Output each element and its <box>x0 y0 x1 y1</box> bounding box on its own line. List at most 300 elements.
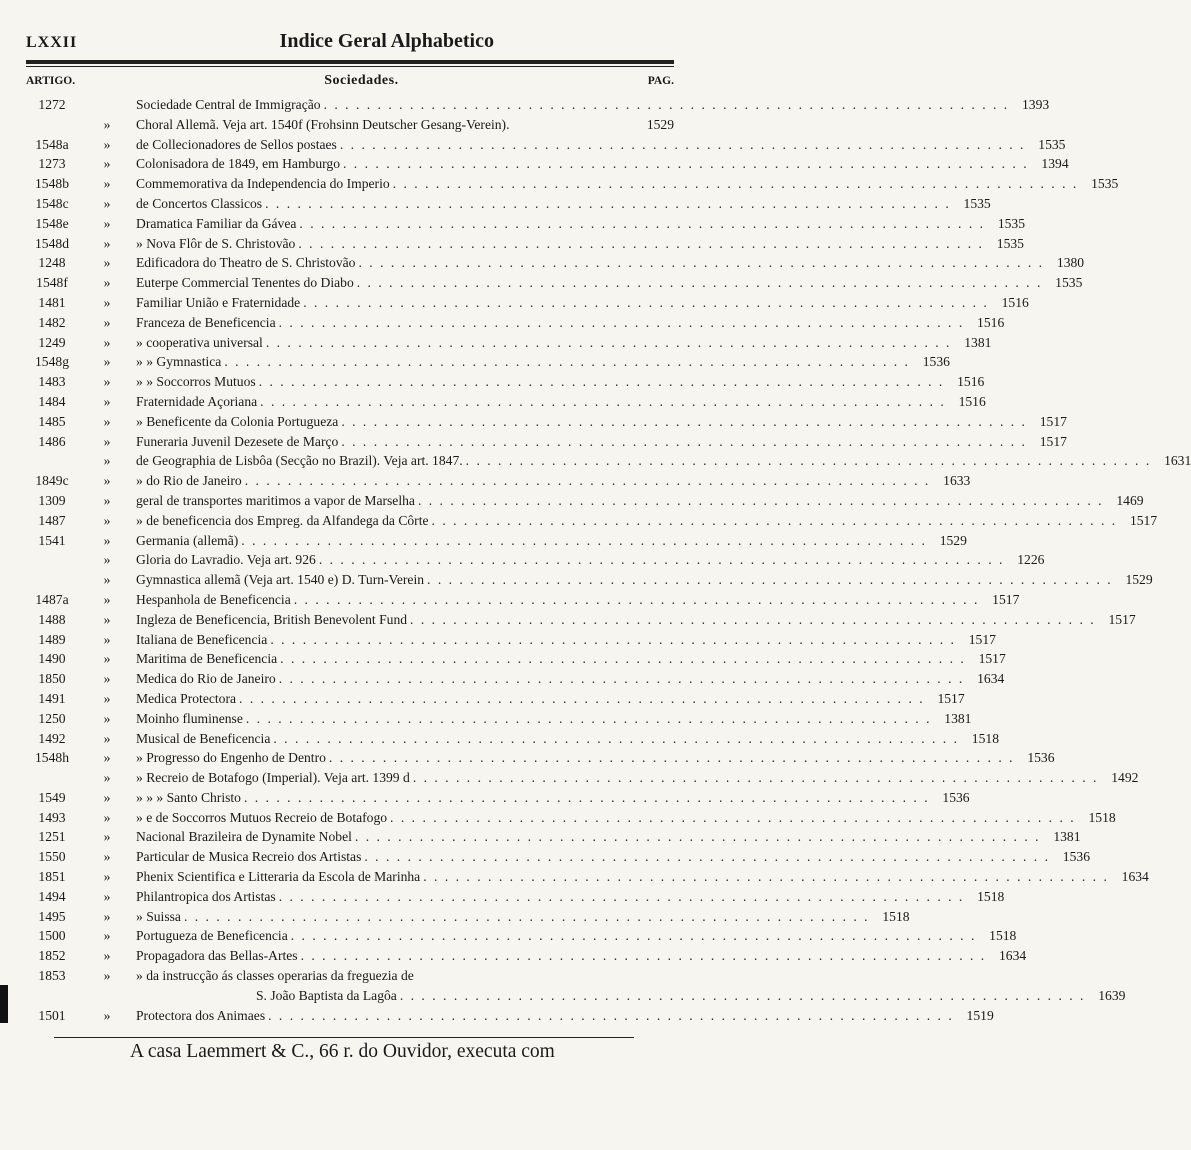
dot-leader <box>221 354 910 370</box>
dot-leader <box>267 632 956 648</box>
article-number: 1248 <box>38 255 66 271</box>
entry-name <box>136 533 927 549</box>
page-reference: 1536 <box>942 789 970 805</box>
page-reference: 1517 <box>1129 512 1158 528</box>
entry-name-text: Germania (allemã) <box>136 532 239 548</box>
entry-name <box>136 632 956 648</box>
dot-leader <box>298 948 987 964</box>
entry-name-text: Medica do Rio de Janeiro <box>136 671 276 687</box>
entry-name <box>136 612 1096 628</box>
ditto-mark: » <box>103 473 111 489</box>
dot-leader <box>276 671 965 687</box>
entry-name-text: Maritima de Beneficencia <box>136 651 278 667</box>
ditto-mark: » <box>103 572 111 588</box>
entry-name-text: Medica Protectora <box>136 690 237 706</box>
page-reference: 1517 <box>968 631 996 647</box>
entry-name <box>136 691 925 707</box>
article-number: 1548b <box>35 176 69 192</box>
ditto-mark: » <box>103 611 111 627</box>
article-number: 1483 <box>38 374 66 390</box>
entry-name <box>136 196 951 212</box>
index-entry <box>26 294 1029 315</box>
entry-name-text: Franceza de Beneficencia <box>136 314 276 330</box>
article-number: 1548e <box>35 215 69 231</box>
index-entry <box>26 888 1005 909</box>
ditto-mark: » <box>103 829 111 845</box>
entry-name-text: » Beneficente da Colonia Portugueza <box>136 413 339 429</box>
page-reference: 1529 <box>646 116 674 132</box>
article-number: 1541 <box>38 532 66 548</box>
index-entry <box>26 354 950 374</box>
page-reference: 1518 <box>882 908 910 924</box>
dot-leader <box>276 889 965 905</box>
page-reference: 1535 <box>963 195 991 211</box>
index-entry <box>26 374 985 394</box>
index-entry <box>26 512 1158 533</box>
article-number: 1273 <box>38 156 66 172</box>
entry-name-text: de Collecionadores de Sellos postaes <box>136 136 337 152</box>
page-reference: 1516 <box>1001 294 1029 310</box>
article-number: 1272 <box>38 97 66 112</box>
header-rule-thick <box>26 60 674 64</box>
dot-leader <box>338 434 1027 450</box>
entry-name-text: Propagadora das Bellas-Artes <box>136 948 298 964</box>
index-entry <box>26 453 1191 473</box>
page-reference: 1518 <box>971 730 999 746</box>
entry-name-text: Gloria do Lavradio. Veja art. 926 <box>136 552 316 568</box>
entry-name-text: Dramatica Familiar da Gávea <box>136 215 297 231</box>
index-entry <box>26 314 1005 335</box>
article-number: 1850 <box>38 671 66 687</box>
ditto-mark: » <box>103 690 111 706</box>
entry-name <box>136 810 1076 826</box>
entry-name-text: Commemorativa da Independencia do Imperio <box>136 176 390 192</box>
dot-leader <box>295 236 984 252</box>
dot-leader <box>238 533 927 549</box>
entry-name-text: Philantropica dos Artistas <box>136 888 276 904</box>
index-entry <box>26 275 1083 295</box>
article-number: 1489 <box>38 631 66 647</box>
entry-name-text: Choral Allemã. Veja art. 1540f (Frohsinn Deutscher Gesang-Verein). <box>136 116 510 132</box>
article-number: 1548d <box>35 235 69 251</box>
article-number: 1548f <box>36 275 68 291</box>
entry-name <box>136 374 944 390</box>
entry-name-text: Italiana de Beneficencia <box>136 631 268 647</box>
page-reference: 1518 <box>1088 809 1116 825</box>
ditto-mark: » <box>103 235 111 251</box>
entry-name-text: Musical de Beneficencia <box>136 730 271 746</box>
article-number: 1490 <box>38 651 66 667</box>
entry-name <box>136 315 964 331</box>
entry-name-text: » da instrucção ás classes operarias da freguezia de <box>136 968 414 984</box>
article-number: 1548g <box>35 354 69 370</box>
article-number: 1550 <box>38 849 66 865</box>
page-reference: 1529 <box>1125 572 1153 588</box>
index-entry <box>26 948 1027 968</box>
dot-leader <box>263 335 952 351</box>
scan-mark <box>0 985 8 1023</box>
page-reference: 1381 <box>944 710 972 726</box>
page-reference: 1536 <box>922 354 950 370</box>
article-number: 1501 <box>38 1007 66 1023</box>
article-number: 1548h <box>35 750 69 766</box>
page-number: LXXII <box>26 34 78 51</box>
index-entry <box>26 572 1153 592</box>
page-reference: 1529 <box>939 532 967 548</box>
entry-name <box>136 176 1078 192</box>
index-entry <box>26 611 1136 632</box>
page-reference: 1517 <box>978 651 1006 667</box>
ditto-mark: » <box>103 215 111 231</box>
page-reference: 1517 <box>992 591 1020 607</box>
page-reference: 1634 <box>999 948 1027 964</box>
ditto-mark: » <box>103 492 111 508</box>
dot-leader <box>429 513 1118 529</box>
dot-leader <box>256 374 945 390</box>
entry-name-text: Fraternidade Açoriana <box>136 393 258 409</box>
index-entry <box>26 117 674 137</box>
entry-name <box>136 988 1085 1004</box>
page-reference: 1381 <box>1053 829 1081 845</box>
ditto-mark: » <box>103 770 111 786</box>
dot-leader <box>276 315 965 331</box>
entry-name-text: Portugueza de Beneficencia <box>136 928 288 944</box>
entry-name <box>136 849 1050 865</box>
entry-name <box>136 473 930 489</box>
entry-name <box>136 592 979 608</box>
entry-name <box>136 354 910 370</box>
page-reference: 1393 <box>1022 97 1050 112</box>
ditto-mark: » <box>103 532 111 548</box>
ditto-mark: » <box>103 294 111 310</box>
entry-name <box>136 1008 954 1024</box>
ditto-mark: » <box>103 710 111 726</box>
ditto-mark: » <box>103 671 111 687</box>
entry-name-text: Colonisadora de 1849, em Hamburgo <box>136 156 340 172</box>
entry-name <box>136 216 985 232</box>
article-number: 1548a <box>35 136 69 152</box>
article-number: 1549 <box>38 789 66 805</box>
ditto-mark: » <box>103 730 111 746</box>
entry-name <box>136 97 1009 113</box>
page-reference: 1536 <box>1027 750 1055 766</box>
page-reference: 1639 <box>1098 987 1126 1003</box>
entry-name <box>136 295 989 311</box>
page-reference: 1380 <box>1056 255 1085 271</box>
ditto-mark: » <box>103 869 111 885</box>
article-number: 1488 <box>38 611 66 627</box>
dot-leader <box>288 928 977 944</box>
ditto-mark: » <box>103 354 111 370</box>
entry-name <box>136 889 964 905</box>
ditto-mark: » <box>103 631 111 647</box>
dot-leader <box>361 849 1050 865</box>
entry-name-text: Moinho fluminense <box>136 710 243 726</box>
page-reference: 1517 <box>1108 611 1136 627</box>
index-entry <box>26 730 999 751</box>
entry-name <box>136 790 930 806</box>
ditto-mark: » <box>103 948 111 964</box>
dot-leader <box>410 770 1099 786</box>
entry-name <box>136 255 1044 271</box>
article-number: 1500 <box>38 928 66 944</box>
entry-name <box>136 513 1117 529</box>
ditto-mark: » <box>103 968 111 984</box>
index-entry <box>26 750 1055 770</box>
entry-name <box>136 434 1027 450</box>
section-heading: Sociedades. <box>324 73 399 88</box>
page-reference: 1517 <box>1039 433 1067 449</box>
dot-leader <box>300 295 989 311</box>
index-entry <box>26 849 1090 869</box>
entry-name-text: de Geographia de Lisbôa (Secção no Brazil). Veja art. 1847. <box>136 453 463 469</box>
ditto-mark: » <box>103 393 111 409</box>
index-entries <box>26 97 1191 1027</box>
page-reference: 1516 <box>957 374 985 390</box>
ditto-mark: » <box>103 275 111 291</box>
article-number: 1484 <box>38 393 66 409</box>
page-reference: 1633 <box>943 473 971 489</box>
entry-name-text: » e de Soccorros Mutuos Recreio de Botafogo <box>136 809 388 825</box>
entry-name-text: Particular de Musica Recreio dos Artistas <box>136 849 362 865</box>
entry-name-text: » Nova Flôr de S. Christovão <box>136 235 296 251</box>
page-reference: 1519 <box>966 1007 994 1023</box>
index-entry <box>26 195 991 216</box>
index-entry <box>26 532 967 553</box>
article-number: 1309 <box>38 492 66 508</box>
page-reference: 1381 <box>964 334 992 350</box>
index-entry <box>26 869 1149 889</box>
entry-name <box>136 750 1015 766</box>
article-number: 1852 <box>38 948 66 964</box>
index-entry <box>26 176 1119 196</box>
dot-leader <box>181 909 870 925</box>
entry-name <box>136 552 1004 568</box>
page-reference: 1226 <box>1017 552 1045 568</box>
page-reference: 1517 <box>1039 413 1067 429</box>
entry-name <box>136 909 870 925</box>
entry-name <box>136 117 634 133</box>
page-reference: 1516 <box>977 314 1005 330</box>
page-reference: 1535 <box>996 235 1024 251</box>
ditto-mark: » <box>103 750 111 766</box>
entry-name <box>136 711 931 727</box>
index-entry <box>26 987 1126 1008</box>
running-title: Indice Geral Alphabetico <box>279 30 494 52</box>
article-number: 1853 <box>38 968 66 984</box>
entry-name-text: » cooperativa universal <box>136 334 263 350</box>
index-entry <box>26 255 1085 275</box>
index-entry <box>26 215 1026 236</box>
entry-name <box>136 335 951 351</box>
footer-rule <box>54 1037 634 1038</box>
index-entry <box>26 809 1116 830</box>
article-number: 1487a <box>35 591 69 607</box>
entry-name-text: Edificadora do Theatro de S. Christovão <box>136 255 356 271</box>
entry-name <box>136 928 976 944</box>
page-reference: 1536 <box>1062 849 1090 865</box>
page-reference: 1535 <box>1055 275 1083 291</box>
dot-leader <box>340 156 1029 172</box>
ditto-mark: » <box>103 1007 111 1023</box>
article-number: 1482 <box>38 314 66 330</box>
entry-name <box>136 414 1027 430</box>
entry-name-text: Phenix Scientifica e Litteraria da Escola de Marinha <box>136 869 421 885</box>
article-column-header: ARTIGO. <box>26 75 76 87</box>
article-number: 1491 <box>38 690 66 706</box>
entry-name <box>136 948 986 964</box>
article-number: 1492 <box>38 730 66 746</box>
dot-leader <box>265 1008 954 1024</box>
dot-leader <box>257 394 946 410</box>
entry-name-text: » de beneficencia dos Empreg. da Alfandega da Côrte <box>136 512 429 528</box>
dot-leader <box>236 691 925 707</box>
article-number: 1493 <box>38 809 66 825</box>
entry-name <box>136 829 1041 845</box>
ditto-mark: » <box>103 512 111 528</box>
index-entry <box>26 651 1006 671</box>
entry-name <box>136 156 1029 172</box>
column-headers <box>26 73 674 97</box>
article-number: 1481 <box>38 294 66 310</box>
index-entry <box>26 136 1066 157</box>
entry-name-text: Nacional Brazileira de Dynamite Nobel <box>136 829 352 845</box>
index-entry <box>26 789 970 810</box>
entry-name-text: Ingleza de Beneficencia, British Benevolent Fund <box>136 611 408 627</box>
ditto-mark: » <box>103 136 111 152</box>
dot-leader <box>316 552 1005 568</box>
index-entry <box>26 235 1024 256</box>
entry-name-text: » » Gymnastica <box>136 354 222 370</box>
dot-leader <box>321 97 1010 113</box>
entry-name-text: » do Rio de Janeiro <box>136 473 242 489</box>
page-column-header: PAG. <box>647 75 674 87</box>
index-entry <box>26 968 674 988</box>
ditto-mark: » <box>103 651 111 667</box>
article-number: 1851 <box>38 869 66 885</box>
dot-leader <box>424 572 1113 588</box>
ditto-mark: » <box>103 908 111 924</box>
dot-leader <box>337 137 1026 153</box>
page-reference: 1631 <box>1164 453 1191 469</box>
dot-leader <box>397 988 1086 1004</box>
entry-name <box>136 968 634 984</box>
article-number: 1486 <box>38 433 66 449</box>
index-entry <box>26 156 1069 176</box>
ditto-mark: » <box>103 888 111 904</box>
index-entry <box>26 552 1045 572</box>
index-entry <box>26 473 971 493</box>
page-reference: 1518 <box>977 888 1005 904</box>
entry-name-text: Funeraria Juvenil Dezesete de Março <box>136 433 339 449</box>
header-rule-thin <box>26 66 674 67</box>
article-number: 1485 <box>38 413 66 429</box>
page-reference: 1535 <box>997 215 1026 231</box>
article-number: 1548c <box>35 195 69 211</box>
page-header <box>26 30 674 60</box>
index-page <box>26 30 1191 1027</box>
page-reference: 1518 <box>989 928 1017 944</box>
ditto-mark: » <box>103 176 111 192</box>
entry-name <box>136 651 966 667</box>
ditto-mark: » <box>103 314 111 330</box>
article-number: 1494 <box>38 888 66 904</box>
index-entry <box>26 97 1050 117</box>
entry-name-text: Hespanhola de Beneficencia <box>136 591 291 607</box>
index-entry <box>26 413 1067 434</box>
entry-name <box>136 236 984 252</box>
entry-name <box>136 275 1042 291</box>
entry-name-text: S. João Baptista da Lagôa <box>256 987 397 1003</box>
index-entry <box>26 591 1020 612</box>
index-entry <box>26 1007 994 1028</box>
index-entry <box>26 710 972 731</box>
index-entry <box>26 829 1081 849</box>
dot-leader <box>415 493 1104 509</box>
dot-leader <box>243 711 932 727</box>
article-number: 1251 <box>38 829 66 845</box>
ditto-mark: » <box>103 789 111 805</box>
entry-name <box>136 770 1098 786</box>
dot-leader <box>291 592 980 608</box>
dot-leader <box>241 790 930 806</box>
ditto-mark: » <box>103 552 111 568</box>
entry-name-text: geral de transportes maritimos a vapor de Marselha <box>136 492 415 508</box>
index-entry <box>26 908 910 929</box>
dot-leader <box>242 473 931 489</box>
index-entry <box>26 770 1139 790</box>
page-reference: 1535 <box>1091 176 1119 192</box>
dot-leader <box>296 216 985 232</box>
page-reference: 1535 <box>1038 136 1066 152</box>
entry-name <box>136 671 964 687</box>
dot-leader <box>270 731 959 747</box>
entry-name-text: » » Soccorros Mutuos <box>136 374 256 390</box>
ditto-mark: » <box>103 433 111 449</box>
entry-name <box>136 453 1151 469</box>
dot-leader <box>262 196 951 212</box>
page-reference: 1492 <box>1111 770 1139 786</box>
ditto-mark: » <box>103 591 111 607</box>
article-number: 1249 <box>38 334 66 350</box>
article-number: 1495 <box>38 908 66 924</box>
entry-name-text: » Suissa <box>136 908 181 924</box>
index-entry <box>26 393 986 414</box>
index-entry <box>26 492 1144 513</box>
ditto-mark: » <box>103 809 111 825</box>
page-reference: 1634 <box>977 671 1005 687</box>
dot-leader <box>352 829 1041 845</box>
article-number: 1487 <box>38 512 66 528</box>
entry-name-text: Familiar União e Fraternidade <box>136 294 301 310</box>
dot-leader <box>463 453 1152 469</box>
index-entry <box>26 928 1017 948</box>
page-reference: 1517 <box>937 690 965 706</box>
entry-name-text: Sociedade Central de Immigração <box>136 97 321 112</box>
entry-name-text: » » » Santo Christo <box>136 789 241 805</box>
entry-name-text: » Progresso do Engenho de Dentro <box>136 750 326 766</box>
dot-leader <box>387 810 1076 826</box>
entry-name-text: de Concertos Classicos <box>136 195 263 211</box>
ditto-mark: » <box>103 116 111 132</box>
ditto-mark: » <box>103 334 111 350</box>
entry-name <box>136 493 1104 509</box>
ditto-mark: » <box>103 928 111 944</box>
entry-name <box>136 731 959 747</box>
page-reference: 1469 <box>1116 492 1144 508</box>
page-reference: 1516 <box>958 393 986 409</box>
index-entry <box>26 631 996 652</box>
